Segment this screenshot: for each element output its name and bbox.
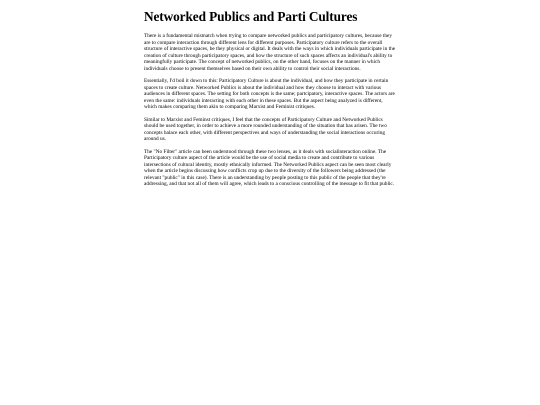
article-title: Networked Publics and Parti Cultures	[144, 9, 358, 24]
article-paragraph: Essentially, I'd boil it down to this: Participatory Culture is about the individual, and how they participate in certain spaces to create culture. Networked Publics is about the individual and how they choose to interact with various audiences in different spaces. The setting for both concepts is the same; partcipatory, interactive spaces. The actors are even the same: individuals interacting with each other in these spaces. But the aspect being analyzed is different, which makes comparing them akin to comparing Marxist and Feminist critiques.	[144, 78, 395, 110]
article-paragraph: The "No Filter" article can been understood through these two lenses, as it deals with socialinteraction online. The Participatory culture aspect of the article would be the use of social media to create and contribute to various intersections of cultural identity, mostly ethnically informed. The Networked Publics aspect can be seen most clearly when the article begins discussing how conflicts crop up due to the diversity of the followers being addressed (the relevant "public" in this case). There is an understanding by people posting to this public of the people that they're addressing, and that not all of them will agree, which leads to a conscious controlling of the message to fit that public.	[144, 148, 395, 187]
article-paragraph: Similar to Marxist and Feminst critiques, I feel that the concepts of Participatory Culture and Networked Publics should be used together, in order to achieve a more rounded understanding of the situation that has arisen. The two concepts balace each other, with different perspectives and ways of understanding the social interactions occuring around us.	[144, 116, 387, 142]
article	[144, 9, 396, 194]
article-paragraph: There is a fundamental mismatch when trying to compare networked publics and participatory cultures, because they are to compare interaction through different lens for different purposes. Participatory culture refers to the overall structure of interactive spaces, be they physical or digital. It deals with the ways in which individuals participate in the creation of culture through participatory spaces, and how the structure of such spaces affects an individual's ability to meaningfully participate. The concept of networked publics, on the other hand, focuses on the manner in which individuals choose to present themselves based on their own ability to control their social interactions.	[144, 33, 396, 72]
